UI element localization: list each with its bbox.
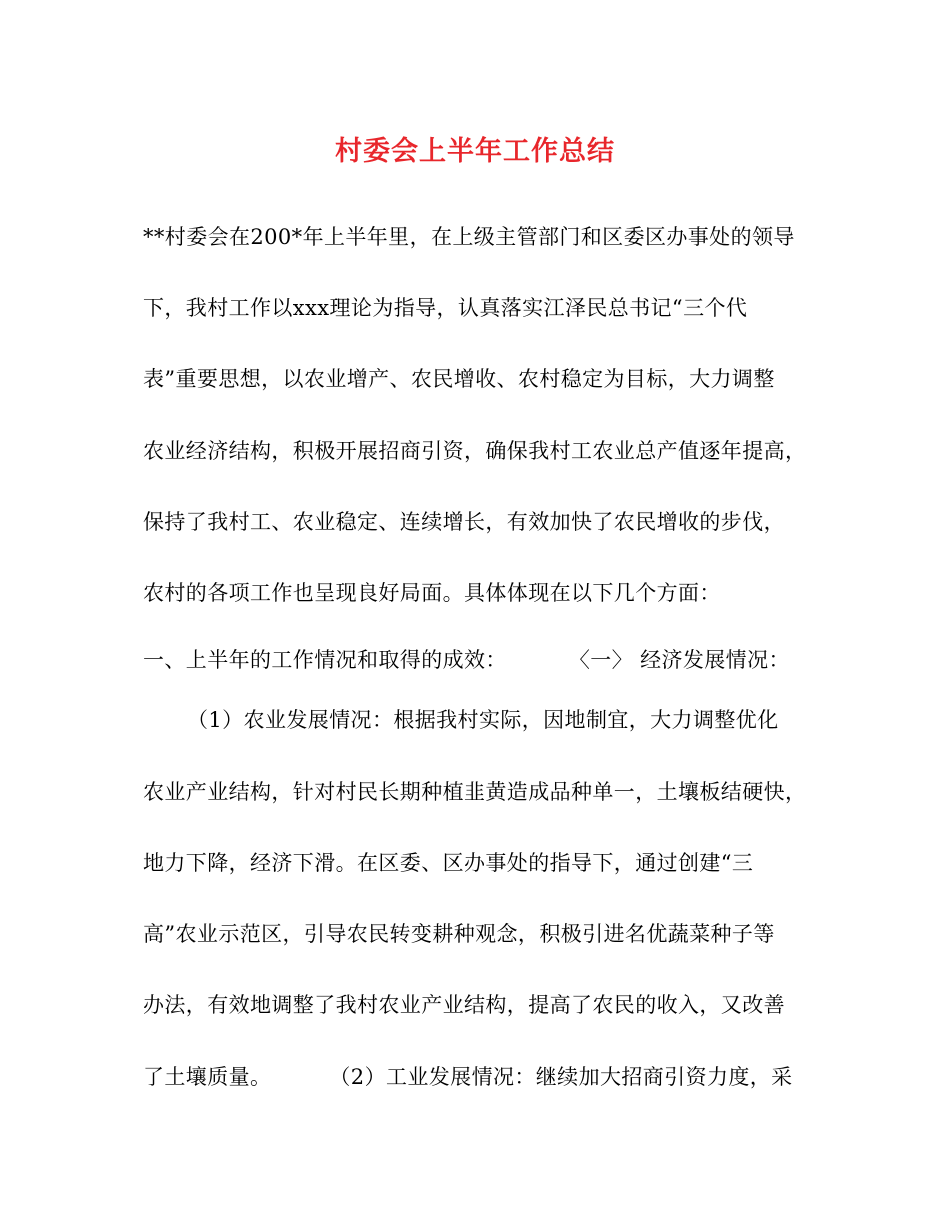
- paragraph-line: 农业产业结构，针对村民长期种植韭黄造成品种单一，土壤板结硬快，: [143, 780, 807, 804]
- paragraph-line: **村委会在200*年上半年里，在上级主管部门和区委区办事处的领导: [143, 225, 795, 249]
- paragraph-end: 了土壤质量。: [143, 1065, 272, 1089]
- paragraph-line: 表”重要思想，以农业增产、农民增收、农村稳定为目标，大力调整: [143, 367, 775, 391]
- document-title: 村委会上半年工作总结: [335, 136, 615, 167]
- paragraph-line: [143, 1062, 793, 1092]
- paragraph-line: （1）农业发展情况：根据我村实际，因地制宜，大力调整优化: [187, 708, 779, 732]
- paragraph-line: 地力下降，经济下滑。在区委、区办事处的指导下，通过创建“三: [143, 851, 754, 875]
- paragraph-line: 办法，有效地调整了我村农业产业结构，提高了农民的收入，又改善: [143, 993, 785, 1017]
- section-heading: 一、上半年的工作情况和取得的成效：: [143, 648, 507, 672]
- paragraph-line: 高”农业示范区，引导农民转变耕种观念，积极引进名优蔬菜种子等: [143, 922, 775, 946]
- paragraph-start: （2）工业发展情况：继续加大招商引资力度，采: [329, 1065, 793, 1089]
- paragraph-line: 下，我村工作以xxx理论为指导，认真落实江泽民总书记“三个代: [143, 296, 748, 320]
- paragraph-line: 农村的各项工作也呈现良好局面。具体体现在以下几个方面：: [143, 581, 721, 605]
- section-heading-line: [143, 645, 790, 675]
- subsection-heading: 〈一〉 经济发展情况：: [568, 648, 790, 672]
- paragraph-line: 保持了我村工、农业稳定、连续增长，有效加快了农民增收的步伐，: [143, 510, 785, 534]
- paragraph-line: 农业经济结构，积极开展招商引资，确保我村工农业总产值逐年提高，: [143, 439, 807, 463]
